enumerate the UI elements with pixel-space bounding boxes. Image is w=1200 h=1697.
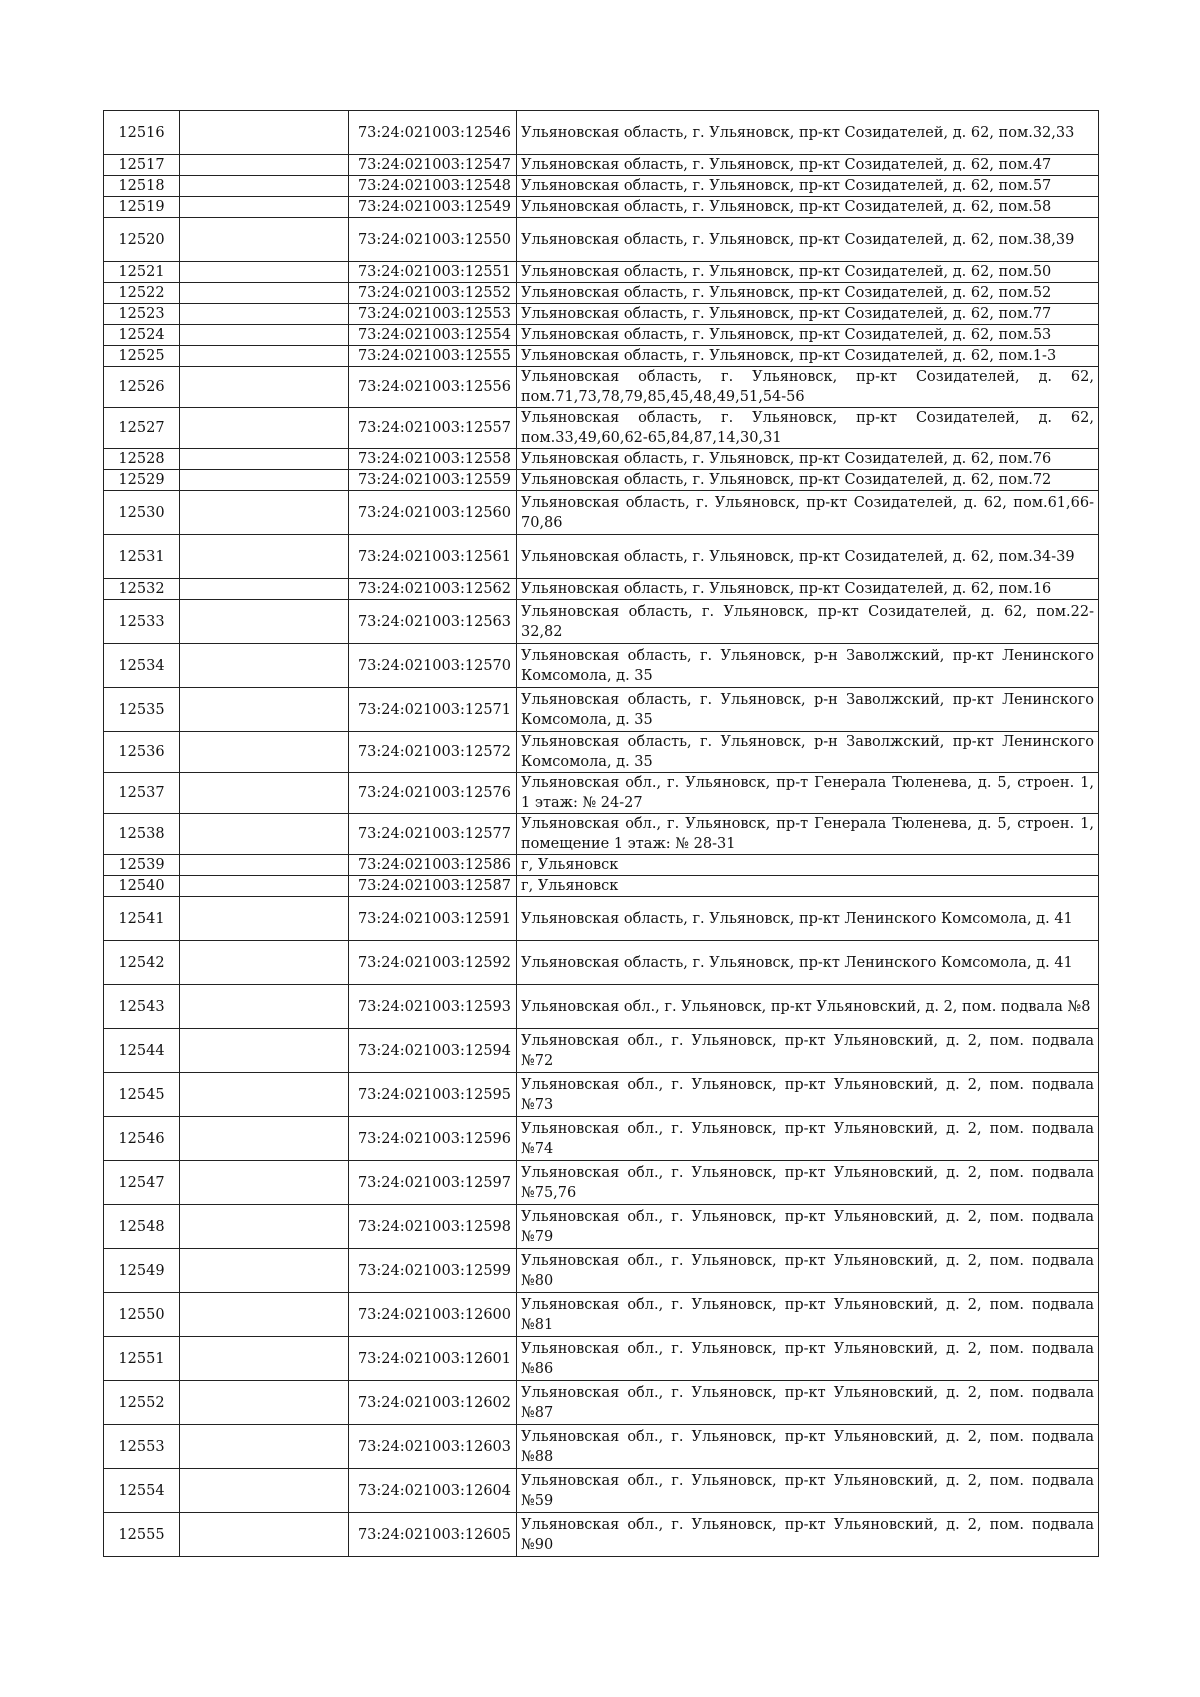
table-row xyxy=(104,1293,1099,1337)
empty-cell xyxy=(180,1073,349,1117)
table-row xyxy=(104,855,1099,876)
address-cell: Ульяновская область, г. Ульяновск, пр-кт Созидателей, д. 62, пом.1-3 xyxy=(517,346,1099,367)
cadastral-number-cell: 73:24:021003:12577 xyxy=(349,814,517,855)
address-cell: Ульяновская область, г. Ульяновск, пр-кт Созидателей, д. 62, пом.38,39 xyxy=(517,218,1099,262)
address-cell: Ульяновская обл., г. Ульяновск, пр-кт Ульяновский, д. 2, пом. подвала №81 xyxy=(517,1293,1099,1337)
cadastral-number-cell: 73:24:021003:12554 xyxy=(349,325,517,346)
table-row xyxy=(104,470,1099,491)
table-row xyxy=(104,367,1099,408)
table-row xyxy=(104,1117,1099,1161)
row-number-cell: 12552 xyxy=(104,1381,180,1425)
row-number-cell: 12530 xyxy=(104,491,180,535)
cadastral-number-cell: 73:24:021003:12562 xyxy=(349,579,517,600)
row-number-cell: 12535 xyxy=(104,688,180,732)
row-number-cell: 12547 xyxy=(104,1161,180,1205)
cadastral-number-cell: 73:24:021003:12553 xyxy=(349,304,517,325)
empty-cell xyxy=(180,470,349,491)
address-cell: Ульяновская область, г. Ульяновск, пр-кт Созидателей, д. 62, пом.76 xyxy=(517,449,1099,470)
table-row xyxy=(104,688,1099,732)
row-number-cell: 12520 xyxy=(104,218,180,262)
table-row xyxy=(104,941,1099,985)
table-row xyxy=(104,197,1099,218)
address-cell: Ульяновская обл., г. Ульяновск, пр-кт Ульяновский, д. 2, пом. подвала №80 xyxy=(517,1249,1099,1293)
row-number-cell: 12529 xyxy=(104,470,180,491)
table-row xyxy=(104,1029,1099,1073)
table-row xyxy=(104,1469,1099,1513)
cadastral-number-cell: 73:24:021003:12605 xyxy=(349,1513,517,1557)
cadastral-number-cell: 73:24:021003:12546 xyxy=(349,111,517,155)
property-register-table xyxy=(103,110,1099,1557)
empty-cell xyxy=(180,732,349,773)
row-number-cell: 12540 xyxy=(104,876,180,897)
cadastral-number-cell: 73:24:021003:12591 xyxy=(349,897,517,941)
empty-cell xyxy=(180,111,349,155)
table-row xyxy=(104,985,1099,1029)
table-row xyxy=(104,449,1099,470)
row-number-cell: 12542 xyxy=(104,941,180,985)
address-cell: Ульяновская область, г. Ульяновск, пр-кт Созидателей, д. 62, пом.33,49,60,62-65,84,87,14,30,31 xyxy=(517,408,1099,449)
table-row xyxy=(104,1381,1099,1425)
address-cell: Ульяновская обл., г. Ульяновск, пр-кт Ульяновский, д. 2, пом. подвала №75,76 xyxy=(517,1161,1099,1205)
row-number-cell: 12543 xyxy=(104,985,180,1029)
row-number-cell: 12522 xyxy=(104,283,180,304)
address-cell: Ульяновская область, г. Ульяновск, пр-кт Созидателей, д. 62, пом.53 xyxy=(517,325,1099,346)
table-row xyxy=(104,814,1099,855)
cadastral-number-cell: 73:24:021003:12570 xyxy=(349,644,517,688)
cadastral-number-cell: 73:24:021003:12599 xyxy=(349,1249,517,1293)
table-body xyxy=(104,111,1099,1557)
row-number-cell: 12528 xyxy=(104,449,180,470)
empty-cell xyxy=(180,346,349,367)
row-number-cell: 12550 xyxy=(104,1293,180,1337)
row-number-cell: 12546 xyxy=(104,1117,180,1161)
empty-cell xyxy=(180,1469,349,1513)
table-row xyxy=(104,283,1099,304)
row-number-cell: 12533 xyxy=(104,600,180,644)
empty-cell xyxy=(180,283,349,304)
table-row xyxy=(104,600,1099,644)
cadastral-number-cell: 73:24:021003:12604 xyxy=(349,1469,517,1513)
address-cell: Ульяновская область, г. Ульяновск, пр-кт Созидателей, д. 62, пом.50 xyxy=(517,262,1099,283)
empty-cell xyxy=(180,1425,349,1469)
cadastral-number-cell: 73:24:021003:12552 xyxy=(349,283,517,304)
empty-cell xyxy=(180,155,349,176)
cadastral-number-cell: 73:24:021003:12548 xyxy=(349,176,517,197)
empty-cell xyxy=(180,773,349,814)
table-row xyxy=(104,1513,1099,1557)
empty-cell xyxy=(180,176,349,197)
cadastral-number-cell: 73:24:021003:12597 xyxy=(349,1161,517,1205)
table-row xyxy=(104,1205,1099,1249)
empty-cell xyxy=(180,325,349,346)
table-row xyxy=(104,218,1099,262)
row-number-cell: 12523 xyxy=(104,304,180,325)
row-number-cell: 12537 xyxy=(104,773,180,814)
address-cell: Ульяновская область, г. Ульяновск, пр-кт Созидателей, д. 62, пом.57 xyxy=(517,176,1099,197)
empty-cell xyxy=(180,1337,349,1381)
table-row xyxy=(104,876,1099,897)
cadastral-number-cell: 73:24:021003:12594 xyxy=(349,1029,517,1073)
cadastral-number-cell: 73:24:021003:12556 xyxy=(349,367,517,408)
table-row xyxy=(104,262,1099,283)
address-cell: Ульяновская обл., г. Ульяновск, пр-т Генерала Тюленева, д. 5, строен. 1, помещение 1 этаж: № 28-31 xyxy=(517,814,1099,855)
table-row xyxy=(104,644,1099,688)
table-row xyxy=(104,1073,1099,1117)
row-number-cell: 12524 xyxy=(104,325,180,346)
cadastral-number-cell: 73:24:021003:12596 xyxy=(349,1117,517,1161)
address-cell: Ульяновская область, г. Ульяновск, р-н Заволжский, пр-кт Ленинского Комсомола, д. 35 xyxy=(517,732,1099,773)
address-cell: Ульяновская обл., г. Ульяновск, пр-кт Ульяновский, д. 2, пом. подвала №74 xyxy=(517,1117,1099,1161)
cadastral-number-cell: 73:24:021003:12587 xyxy=(349,876,517,897)
table-row xyxy=(104,1337,1099,1381)
empty-cell xyxy=(180,876,349,897)
address-cell: Ульяновская область, г. Ульяновск, пр-кт Созидателей, д. 62, пом.72 xyxy=(517,470,1099,491)
row-number-cell: 12553 xyxy=(104,1425,180,1469)
empty-cell xyxy=(180,897,349,941)
row-number-cell: 12545 xyxy=(104,1073,180,1117)
cadastral-number-cell: 73:24:021003:12572 xyxy=(349,732,517,773)
table-row xyxy=(104,408,1099,449)
table-row xyxy=(104,897,1099,941)
table-row xyxy=(104,491,1099,535)
row-number-cell: 12538 xyxy=(104,814,180,855)
empty-cell xyxy=(180,644,349,688)
row-number-cell: 12551 xyxy=(104,1337,180,1381)
empty-cell xyxy=(180,1293,349,1337)
empty-cell xyxy=(180,1513,349,1557)
cadastral-number-cell: 73:24:021003:12576 xyxy=(349,773,517,814)
cadastral-number-cell: 73:24:021003:12586 xyxy=(349,855,517,876)
empty-cell xyxy=(180,1205,349,1249)
table-row xyxy=(104,155,1099,176)
row-number-cell: 12519 xyxy=(104,197,180,218)
cadastral-number-cell: 73:24:021003:12603 xyxy=(349,1425,517,1469)
empty-cell xyxy=(180,262,349,283)
empty-cell xyxy=(180,814,349,855)
row-number-cell: 12541 xyxy=(104,897,180,941)
cadastral-number-cell: 73:24:021003:12560 xyxy=(349,491,517,535)
cadastral-number-cell: 73:24:021003:12558 xyxy=(349,449,517,470)
empty-cell xyxy=(180,218,349,262)
cadastral-number-cell: 73:24:021003:12598 xyxy=(349,1205,517,1249)
address-cell: г, Ульяновск xyxy=(517,876,1099,897)
empty-cell xyxy=(180,1381,349,1425)
row-number-cell: 12518 xyxy=(104,176,180,197)
address-cell: Ульяновская обл., г. Ульяновск, пр-т Генерала Тюленева, д. 5, строен. 1, 1 этаж: № 24-27 xyxy=(517,773,1099,814)
table-row xyxy=(104,1425,1099,1469)
address-cell: Ульяновская обл., г. Ульяновск, пр-кт Ульяновский, д. 2, пом. подвала №8 xyxy=(517,985,1099,1029)
cadastral-number-cell: 73:24:021003:12557 xyxy=(349,408,517,449)
empty-cell xyxy=(180,1249,349,1293)
empty-cell xyxy=(180,304,349,325)
address-cell: Ульяновская обл., г. Ульяновск, пр-кт Ульяновский, д. 2, пом. подвала №59 xyxy=(517,1469,1099,1513)
empty-cell xyxy=(180,367,349,408)
cadastral-number-cell: 73:24:021003:12563 xyxy=(349,600,517,644)
cadastral-number-cell: 73:24:021003:12602 xyxy=(349,1381,517,1425)
address-cell: Ульяновская обл., г. Ульяновск, пр-кт Ульяновский, д. 2, пом. подвала №90 xyxy=(517,1513,1099,1557)
row-number-cell: 12521 xyxy=(104,262,180,283)
row-number-cell: 12549 xyxy=(104,1249,180,1293)
empty-cell xyxy=(180,1029,349,1073)
cadastral-number-cell: 73:24:021003:12549 xyxy=(349,197,517,218)
empty-cell xyxy=(180,408,349,449)
row-number-cell: 12548 xyxy=(104,1205,180,1249)
address-cell: Ульяновская область, г. Ульяновск, пр-кт Созидателей, д. 62, пом.52 xyxy=(517,283,1099,304)
address-cell: Ульяновская область, г. Ульяновск, пр-кт Ленинского Комсомола, д. 41 xyxy=(517,941,1099,985)
address-cell: Ульяновская область, г. Ульяновск, пр-кт Созидателей, д. 62, пом.77 xyxy=(517,304,1099,325)
cadastral-number-cell: 73:24:021003:12555 xyxy=(349,346,517,367)
table-row xyxy=(104,346,1099,367)
row-number-cell: 12526 xyxy=(104,367,180,408)
empty-cell xyxy=(180,688,349,732)
address-cell: Ульяновская область, г. Ульяновск, пр-кт Созидателей, д. 62, пом.34-39 xyxy=(517,535,1099,579)
cadastral-number-cell: 73:24:021003:12593 xyxy=(349,985,517,1029)
address-cell: Ульяновская область, г. Ульяновск, пр-кт Созидателей, д. 62, пом.58 xyxy=(517,197,1099,218)
address-cell: г, Ульяновск xyxy=(517,855,1099,876)
address-cell: Ульяновская обл., г. Ульяновск, пр-кт Ульяновский, д. 2, пом. подвала №86 xyxy=(517,1337,1099,1381)
cadastral-number-cell: 73:24:021003:12559 xyxy=(349,470,517,491)
cadastral-number-cell: 73:24:021003:12592 xyxy=(349,941,517,985)
empty-cell xyxy=(180,449,349,470)
row-number-cell: 12534 xyxy=(104,644,180,688)
empty-cell xyxy=(180,197,349,218)
address-cell: Ульяновская обл., г. Ульяновск, пр-кт Ульяновский, д. 2, пом. подвала №72 xyxy=(517,1029,1099,1073)
table-row xyxy=(104,773,1099,814)
table-row xyxy=(104,111,1099,155)
empty-cell xyxy=(180,491,349,535)
empty-cell xyxy=(180,1117,349,1161)
row-number-cell: 12544 xyxy=(104,1029,180,1073)
cadastral-number-cell: 73:24:021003:12547 xyxy=(349,155,517,176)
address-cell: Ульяновская область, г. Ульяновск, пр-кт Ленинского Комсомола, д. 41 xyxy=(517,897,1099,941)
cadastral-number-cell: 73:24:021003:12550 xyxy=(349,218,517,262)
table-row xyxy=(104,325,1099,346)
row-number-cell: 12531 xyxy=(104,535,180,579)
table-row xyxy=(104,304,1099,325)
row-number-cell: 12525 xyxy=(104,346,180,367)
address-cell: Ульяновская обл., г. Ульяновск, пр-кт Ульяновский, д. 2, пом. подвала №79 xyxy=(517,1205,1099,1249)
address-cell: Ульяновская обл., г. Ульяновск, пр-кт Ульяновский, д. 2, пом. подвала №87 xyxy=(517,1381,1099,1425)
row-number-cell: 12516 xyxy=(104,111,180,155)
address-cell: Ульяновская область, г. Ульяновск, р-н Заволжский, пр-кт Ленинского Комсомола, д. 35 xyxy=(517,688,1099,732)
row-number-cell: 12554 xyxy=(104,1469,180,1513)
empty-cell xyxy=(180,855,349,876)
address-cell: Ульяновская область, г. Ульяновск, р-н Заволжский, пр-кт Ленинского Комсомола, д. 35 xyxy=(517,644,1099,688)
table-row xyxy=(104,1249,1099,1293)
row-number-cell: 12555 xyxy=(104,1513,180,1557)
cadastral-number-cell: 73:24:021003:12551 xyxy=(349,262,517,283)
address-cell: Ульяновская область, г. Ульяновск, пр-кт Созидателей, д. 62, пом.71,73,78,79,85,45,48,49,51,54-56 xyxy=(517,367,1099,408)
address-cell: Ульяновская область, г. Ульяновск, пр-кт Созидателей, д. 62, пом.16 xyxy=(517,579,1099,600)
cadastral-number-cell: 73:24:021003:12601 xyxy=(349,1337,517,1381)
cadastral-number-cell: 73:24:021003:12571 xyxy=(349,688,517,732)
address-cell: Ульяновская область, г. Ульяновск, пр-кт Созидателей, д. 62, пом.22-32,82 xyxy=(517,600,1099,644)
address-cell: Ульяновская область, г. Ульяновск, пр-кт Созидателей, д. 62, пом.47 xyxy=(517,155,1099,176)
empty-cell xyxy=(180,985,349,1029)
empty-cell xyxy=(180,535,349,579)
row-number-cell: 12539 xyxy=(104,855,180,876)
cadastral-number-cell: 73:24:021003:12600 xyxy=(349,1293,517,1337)
table-row xyxy=(104,535,1099,579)
row-number-cell: 12527 xyxy=(104,408,180,449)
row-number-cell: 12536 xyxy=(104,732,180,773)
empty-cell xyxy=(180,1161,349,1205)
address-cell: Ульяновская область, г. Ульяновск, пр-кт Созидателей, д. 62, пом.61,66-70,86 xyxy=(517,491,1099,535)
empty-cell xyxy=(180,941,349,985)
address-cell: Ульяновская обл., г. Ульяновск, пр-кт Ульяновский, д. 2, пом. подвала №88 xyxy=(517,1425,1099,1469)
empty-cell xyxy=(180,600,349,644)
row-number-cell: 12517 xyxy=(104,155,180,176)
empty-cell xyxy=(180,579,349,600)
address-cell: Ульяновская обл., г. Ульяновск, пр-кт Ульяновский, д. 2, пом. подвала №73 xyxy=(517,1073,1099,1117)
address-cell: Ульяновская область, г. Ульяновск, пр-кт Созидателей, д. 62, пом.32,33 xyxy=(517,111,1099,155)
table-row xyxy=(104,579,1099,600)
cadastral-number-cell: 73:24:021003:12561 xyxy=(349,535,517,579)
table-row xyxy=(104,176,1099,197)
table-row xyxy=(104,732,1099,773)
cadastral-number-cell: 73:24:021003:12595 xyxy=(349,1073,517,1117)
table-row xyxy=(104,1161,1099,1205)
row-number-cell: 12532 xyxy=(104,579,180,600)
